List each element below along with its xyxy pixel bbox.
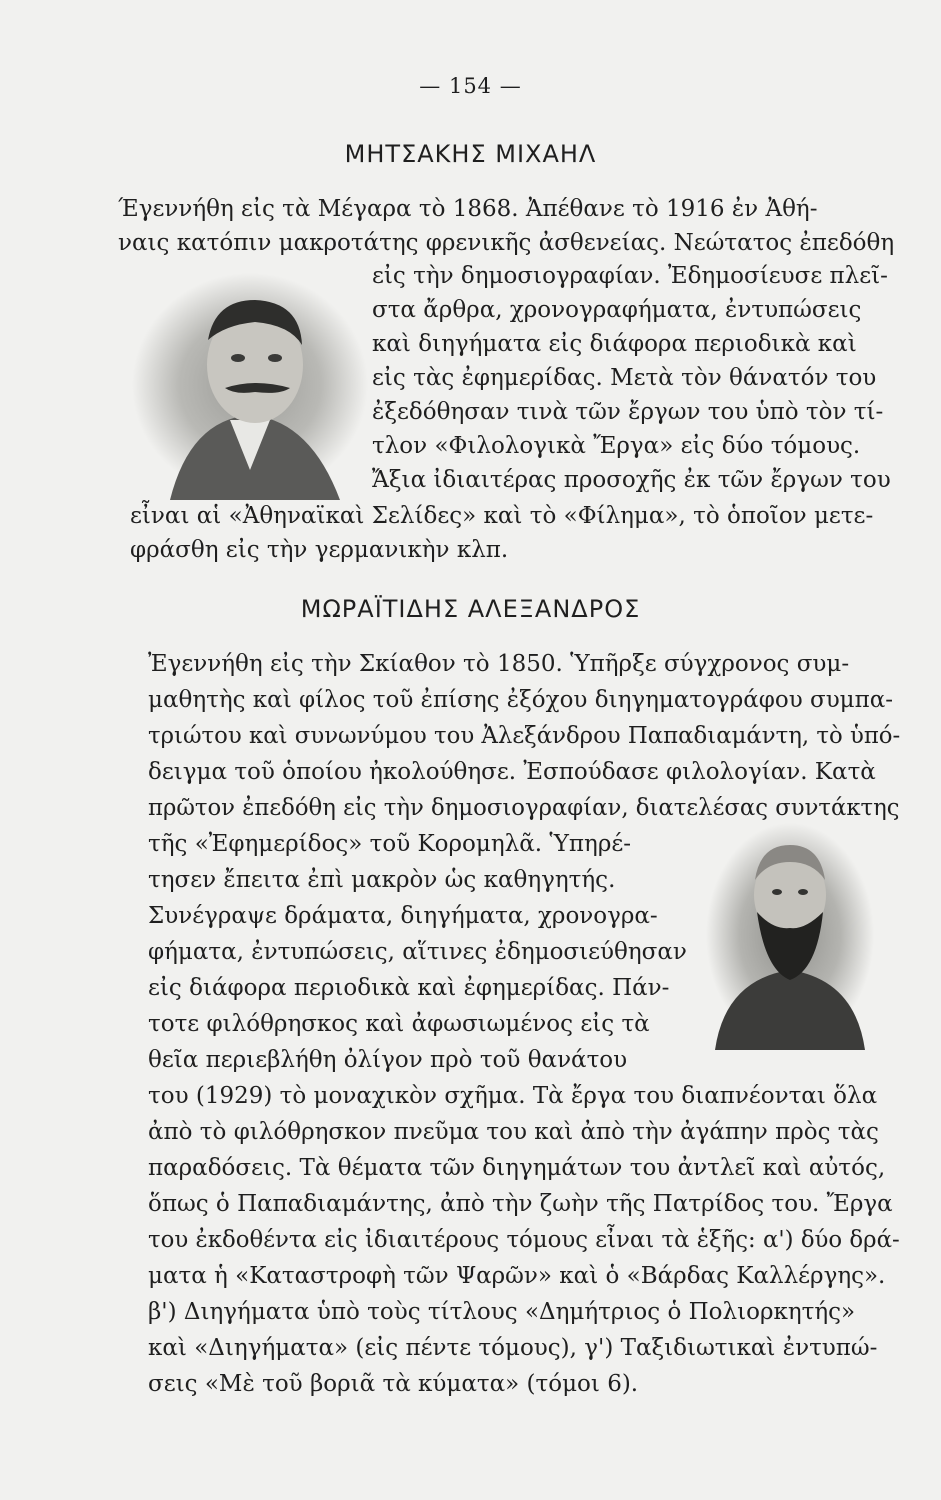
page-number: — 154 — — [419, 74, 522, 98]
text-line: ναις κατόπιν μακροτάτης φρενικῆς ἀσθενείας. Νεώτατος ἐπεδόθη — [118, 230, 895, 256]
section-heading-moraitidis: ΜΩΡΑΪΤΙΔΗΣ ΑΛΕΞΑΝΔΡΟΣ — [300, 595, 641, 623]
text-line: θεῖα περιεβλήθη ὀλίγον πρὸ τοῦ θανάτου — [148, 1047, 628, 1073]
text-line: τῆς «Ἐφημερίδος» τοῦ Κορομηλᾶ. Ὑπηρέ- — [148, 831, 632, 857]
text-line: Συνέγραψε δράματα, διηγήματα, χρονογρα- — [148, 903, 658, 929]
text-line: καὶ διηγήματα εἰς διάφορα περιοδικὰ καὶ — [372, 331, 857, 357]
text-line: εἰς διάφορα περιοδικὰ καὶ ἐφημερίδας. Πάν- — [148, 975, 670, 1001]
text-line: τοτε φιλόθρησκος καὶ ἀφωσιωμένος εἰς τὰ — [148, 1011, 650, 1037]
text-line: εἰς τὰς ἐφημερίδας. Μετὰ τὸν θάνατόν του — [372, 365, 877, 391]
text-line: τλον «Φιλολογικὰ Ἔργα» εἰς δύο τόμους. — [372, 433, 861, 459]
text-line: ὅπως ὁ Παπαδιαμάντης, ἀπὸ τὴν ζωὴν τῆς Πατρίδος του. Ἔργα — [148, 1191, 893, 1217]
text-line: Ἄξια ἰδιαιτέρας προσοχῆς ἐκ τῶν ἔργων του — [372, 467, 891, 493]
text-line: παραδόσεις. Τὰ θέματα τῶν διηγημάτων του ἀντλεῖ καὶ αὐτός, — [148, 1155, 886, 1181]
text-line: τριώτου καὶ συνωνύμου του Ἀλεξάνδρου Παπαδιαμάντη, τὸ ὑπό- — [148, 723, 901, 749]
text-line: ἐξεδόθησαν τινὰ τῶν ἔργων του ὑπὸ τὸν τί- — [372, 399, 884, 425]
text-line: εἰς τὴν δημοσιογραφίαν. Ἐδημοσίευσε πλεῖ- — [372, 263, 888, 289]
text-line: πρῶτον ἐπεδόθη εἰς τὴν δημοσιογραφίαν, διατελέσας συντάκτης — [148, 795, 900, 821]
text-line: του (1929) τὸ μοναχικὸν σχῆμα. Τὰ ἔργα του διαπνέονται ὅλα — [148, 1083, 878, 1109]
text-line: Έγεννήθη εἰς τὰ Μέγαρα τὸ 1868. Ἀπέθανε τὸ 1916 ἐν Ἀθή- — [118, 196, 818, 222]
text-line: καὶ «Διηγήματα» (εἰς πέντε τόμους), γ') Ταξιδιωτικαὶ ἐντυπώ- — [148, 1335, 878, 1361]
text-line: σεις «Μὲ τοῦ βοριᾶ τὰ κύματα» (τόμοι 6). — [148, 1371, 639, 1397]
portrait-moraitidis — [705, 820, 875, 1050]
text-line: Ἐγεννήθη εἰς τὴν Σκίαθον τὸ 1850. Ὑπῆρξε σύγχρονος συμ- — [148, 651, 850, 677]
text-line: τησεν ἔπειτα ἐπὶ μακρὸν ὡς καθηγητής. — [148, 867, 616, 893]
portrait-mitsakis — [130, 270, 370, 500]
text-line: δειγμα τοῦ ὁποίου ἠκολούθησε. Ἐσπούδασε φιλολογίαν. Κατὰ — [148, 759, 876, 785]
text-line: μαθητὴς καὶ φίλος τοῦ ἐπίσης ἐξόχου διηγηματογράφου συμπα- — [148, 687, 894, 713]
text-line: εἶναι αἱ «Ἀθηναϊκαὶ Σελίδες» καὶ τὸ «Φίλημα», τὸ ὁποῖον μετε- — [130, 503, 874, 529]
text-line: του ἐκδοθέντα εἰς ἰδιαιτέρους τόμους εἶναι τὰ ἑξῆς: α') δύο δρά- — [148, 1227, 900, 1253]
text-line: ματα ἡ «Καταστροφὴ τῶν Ψαρῶν» καὶ ὁ «Βάρδας Καλλέργης». — [148, 1263, 886, 1289]
text-line: φήματα, ἐντυπώσεις, αἵτινες ἐδημοσιεύθησαν — [148, 939, 687, 965]
text-line: β') Διηγήματα ὑπὸ τοὺς τίτλους «Δημήτριος ὁ Πολιορκητής» — [148, 1299, 856, 1325]
text-line: στα ἄρθρα, χρονογραφήματα, ἐντυπώσεις — [372, 297, 862, 323]
text-line: ἀπὸ τὸ φιλόθρησκον πνεῦμα του καὶ ἀπὸ τὴν ἀγάπην πρὸς τὰς — [148, 1119, 879, 1145]
section-heading-mitsakis: ΜΗΤΣΑΚΗΣ ΜΙΧΑΗΛ — [344, 140, 597, 168]
text-line: φράσθη εἰς τὴν γερμανικὴν κλπ. — [130, 537, 509, 563]
